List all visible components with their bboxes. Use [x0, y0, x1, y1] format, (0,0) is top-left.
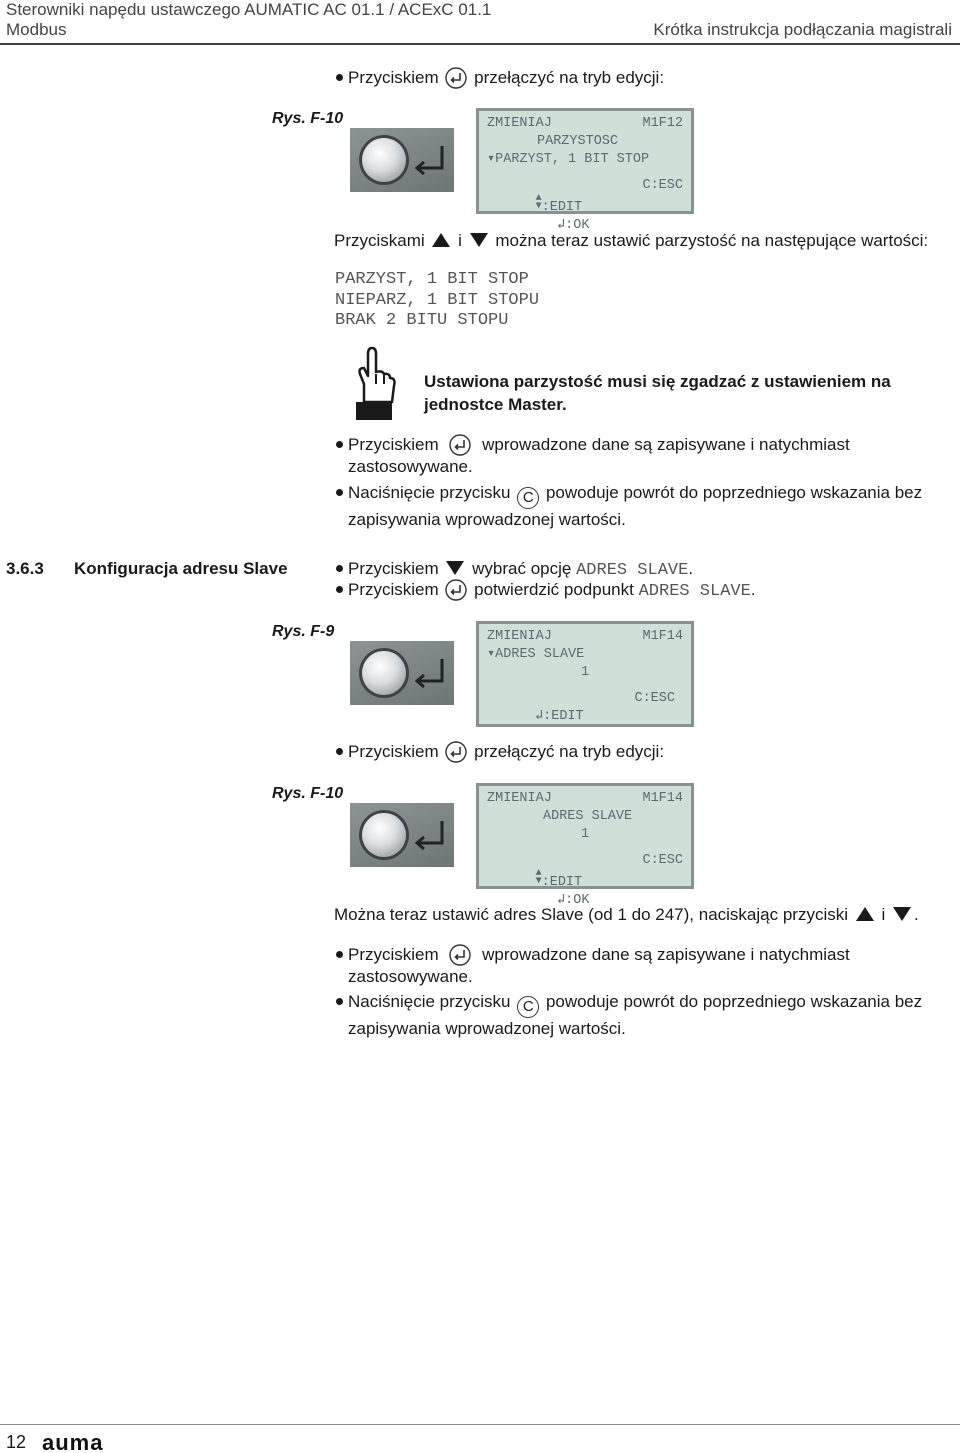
enter-key-icon	[445, 67, 467, 89]
parity-options	[335, 270, 539, 332]
header-subtitle: Modbus	[6, 20, 67, 39]
instruction-edit-mode: Przyciskiem przełączyć na tryb edycji:	[348, 742, 665, 761]
instruction-confirm: Przyciskiem potwierdzić podpunkt ADRES SLAVE.	[348, 580, 756, 601]
lcd-display: ZMIENIAJ M1F14 ADRES SLAVE 1 ▲ ▼:EDIT ↲:OK C:ESC	[476, 783, 694, 889]
down-arrow-icon	[445, 560, 465, 576]
auma-logo	[42, 1434, 128, 1452]
parity-option: NIEPARZ, 1 BIT STOPU	[335, 290, 540, 310]
header-title: Sterowniki napędu ustawczego AUMATIC AC 01.1 / ACExC 01.1	[6, 0, 492, 19]
parity-option: PARZYST, 1 BIT STOP	[335, 270, 529, 289]
enter-arrow-icon	[412, 657, 450, 693]
c-key-icon: C	[517, 487, 539, 509]
bullet-dot	[336, 489, 343, 496]
instruction-select-option: Przyciskiem wybrać opcję ADRES SLAVE.	[348, 559, 694, 580]
down-arrow-icon	[892, 906, 912, 922]
enter-arrow-icon	[412, 819, 450, 855]
figure-label: Rys. F-10	[272, 110, 344, 127]
pointing-hand-icon	[352, 344, 398, 424]
parity-instruction: Przyciskami i można teraz ustawić parzystość na następujące wartości:	[334, 231, 929, 250]
section-number: 3.6.3	[6, 559, 44, 578]
instruction-save: Przyciskiem wprowadzone dane są zapisywane i natychmiast zastosowywane.	[348, 435, 850, 476]
parity-note: Ustawiona parzystość musi się zgadzać z ustawieniem na jednostce Master.	[424, 372, 891, 414]
round-button-icon	[362, 651, 406, 695]
round-button-icon	[362, 813, 406, 857]
enter-key-icon	[449, 944, 471, 966]
round-button-icon	[362, 138, 406, 182]
up-arrow-icon	[855, 906, 875, 922]
up-arrow-icon	[431, 232, 451, 248]
bullet-dot	[336, 951, 343, 958]
figure-label: Rys. F-9	[272, 623, 335, 640]
bullet-dot	[336, 441, 343, 448]
updown-arrows-icon: ▲ ▼	[535, 193, 542, 212]
key-photo	[350, 803, 454, 867]
page-number: 12	[6, 1432, 27, 1452]
enter-small-icon: ↲	[535, 709, 544, 724]
down-triangle-icon: ▾	[487, 152, 496, 167]
instruction-cancel: Naciśnięcie przycisku C powoduje powrót do poprzedniego wskazania bez zapisywania wprowadzonej wartości.	[348, 992, 923, 1038]
enter-key-icon	[445, 579, 467, 601]
key-photo	[350, 641, 454, 705]
down-triangle-icon: ▾	[487, 647, 496, 662]
address-range-instruction: Można teraz ustawić adres Slave (od 1 do 247), naciskając przyciski i .	[334, 905, 919, 924]
bullet-dot	[336, 74, 343, 81]
lcd-display: ZMIENIAJ M1F12 PARZYSTOSC ▾PARZYST, 1 BIT STOP ▲ ▼:EDIT ↲:OK C:ESC	[476, 108, 694, 214]
section-title: Konfiguracja adresu Slave	[74, 559, 288, 578]
footer-rule	[0, 1424, 960, 1425]
c-key-icon: C	[517, 996, 539, 1018]
bullet-dot	[336, 565, 343, 572]
enter-arrow-icon	[412, 144, 450, 180]
enter-key-icon	[445, 741, 467, 763]
enter-small-icon: ↲	[557, 218, 566, 233]
instruction-save: Przyciskiem wprowadzone dane są zapisywane i natychmiast zastosowywane.	[348, 945, 850, 986]
instruction-cancel: Naciśnięcie przycisku C powoduje powrót do poprzedniego wskazania bez zapisywania wprowadzonej wartości.	[348, 483, 923, 529]
lcd-display: ZMIENIAJ M1F14 ▾ADRES SLAVE 1 ↲:EDIT C:ESC	[476, 621, 694, 727]
parity-option: BRAK 2 BITU STOPU	[335, 311, 509, 330]
updown-arrows-icon: ▲ ▼	[535, 868, 542, 887]
figure-label: Rys. F-10	[272, 785, 344, 802]
svg-text:auma: auma	[42, 1434, 104, 1452]
header-rule	[0, 43, 960, 45]
bullet-dot	[336, 586, 343, 593]
key-photo	[350, 128, 454, 192]
bullet-dot	[336, 748, 343, 755]
bullet-dot	[336, 998, 343, 1005]
header-right: Krótka instrukcja podłączania magistrali	[653, 20, 952, 39]
enter-key-icon	[449, 434, 471, 456]
instruction-edit-mode: Przyciskiem przełączyć na tryb edycji:	[348, 68, 665, 87]
down-arrow-icon	[469, 232, 489, 248]
enter-small-icon: ↲	[557, 893, 566, 908]
